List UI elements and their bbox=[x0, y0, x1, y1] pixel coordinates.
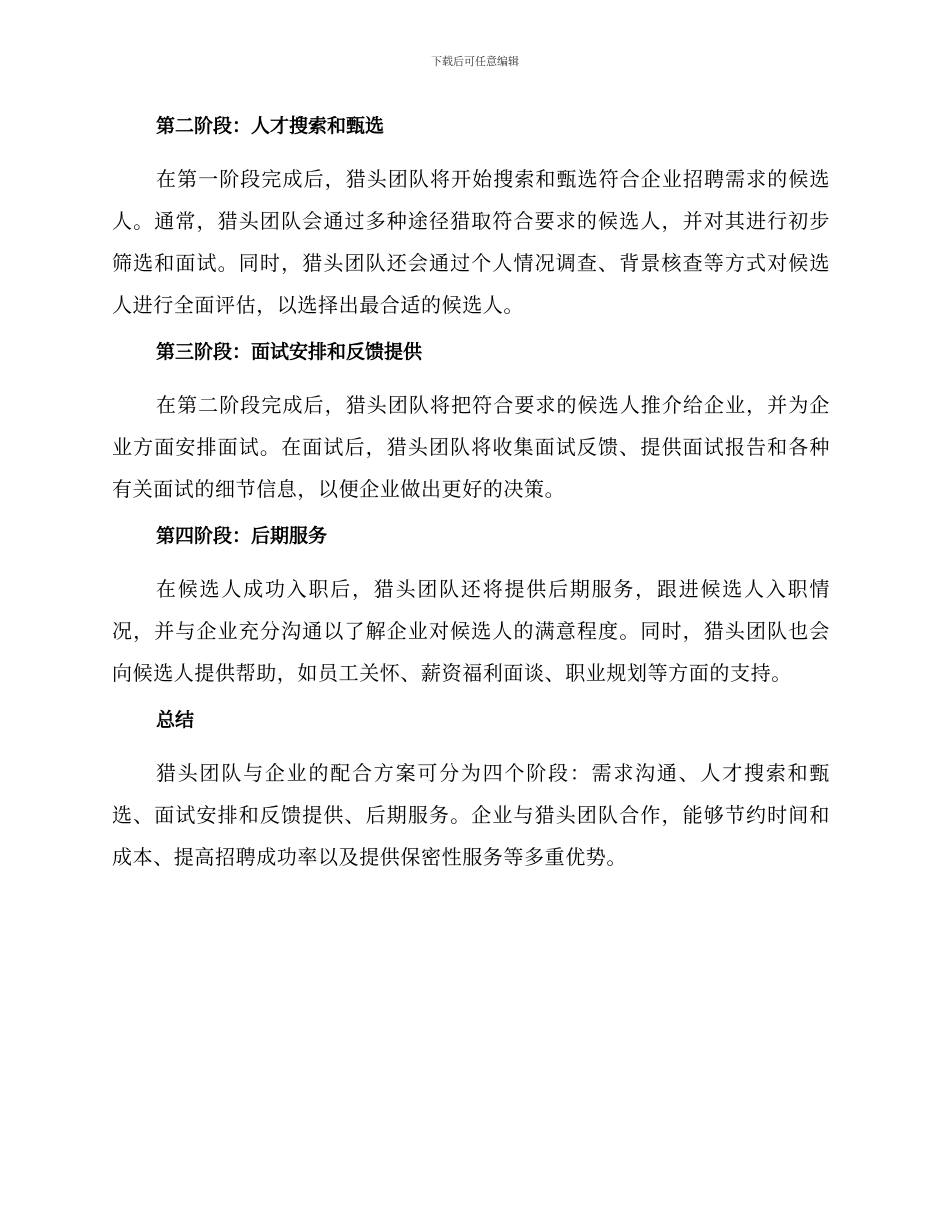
document-body bbox=[112, 108, 830, 878]
section-heading-stage-2: 第二阶段：人才搜索和甄选 bbox=[156, 115, 385, 137]
section-paragraph-stage-4: 在候选人成功入职后，猎头团队还将提供后期服务，跟进候选人入职情况，并与企业充分沟通以了解企业对候选人的满意程度。同时，猎头团队也会向候选人提供帮助，如员工关怀、薪资福利面谈、职业规划等方面的支持。 bbox=[112, 577, 830, 685]
section-paragraph-summary: 猎头团队与企业的配合方案可分为四个阶段：需求沟通、人才搜索和甄选、面试安排和反馈提供、后期服务。企业与猎头团队合作，能够节约时间和成本、提高招聘成功率以及提供保密性服务等多重优势。 bbox=[112, 761, 830, 869]
section-heading-stage-3: 第三阶段：面试安排和反馈提供 bbox=[156, 341, 423, 363]
section-paragraph-stage-3: 在第二阶段完成后，猎头团队将把符合要求的候选人推介给企业，并为企业方面安排面试。在面试后，猎头团队将收集面试反馈、提供面试报告和各种有关面试的细节信息，以便企业做出更好的决策。 bbox=[112, 393, 830, 501]
section-paragraph-stage-2: 在第一阶段完成后，猎头团队将开始搜索和甄选符合企业招聘需求的候选人。通常，猎头团队会通过多种途径猎取符合要求的候选人，并对其进行初步筛选和面试。同时，猎头团队还会通过个人情况调查、背景核查等方式对候选人进行全面评估，以选择出最合适的候选人。 bbox=[112, 167, 830, 317]
header-note: 下载后可任意编辑 bbox=[431, 55, 519, 68]
section-heading-summary: 总结 bbox=[156, 709, 195, 731]
section-heading-stage-4: 第四阶段：后期服务 bbox=[156, 525, 328, 547]
